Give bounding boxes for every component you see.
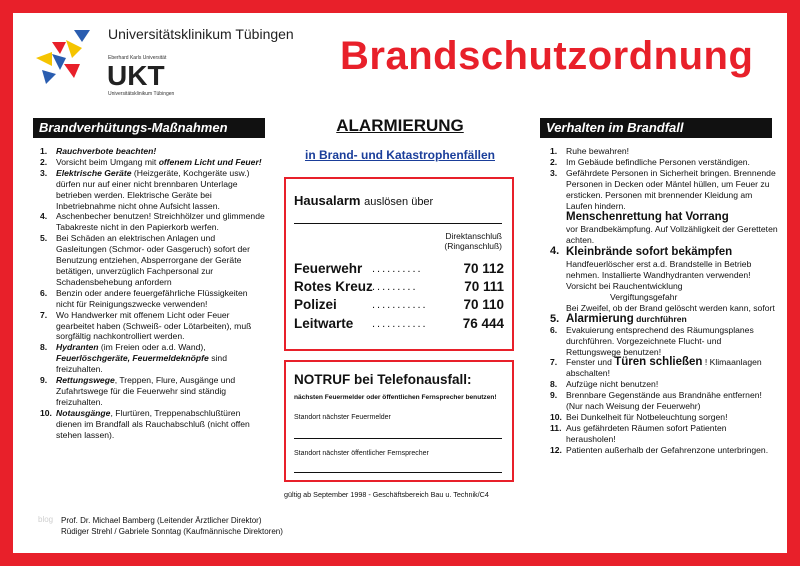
- list-item: 9. Rettungswege, Treppen, Flure, Ausgänge und Zufahrtswege für die Feuerwehr sind ständig freizuhalten.: [40, 375, 236, 407]
- list-item: 3. Elektrische Geräte (Heizgeräte, Kochgeräte usw.) dürfen nur auf einer nicht brennbaren Unterlage betrieben werden. Elektrische Geräte bei Inbetriebnahme nicht ohne Aufsicht lassen.: [40, 167, 250, 211]
- list-item: 1. Rauchverbote beachten!: [40, 146, 157, 156]
- list-item: Bei Zweifel, ob der Brand gelöscht werden kann, sofort: [566, 302, 775, 313]
- notruf-title: NOTRUF bei Telefonausfall:: [294, 372, 472, 387]
- hausalarm-box: [284, 177, 514, 351]
- fill-line: [294, 438, 502, 439]
- institution-name: Universitätsklinikum Tübingen: [108, 26, 294, 42]
- list-item: 8. Hydranten (im Freien oder a.d. Wand), Feuerlöschgeräte, Feuermeldeknöpfe sind freizuhalten.: [40, 342, 227, 375]
- prevention-list: [40, 146, 266, 440]
- alarm-title: ALARMIERUNG: [336, 116, 464, 135]
- ukt-logo-icon: [22, 18, 102, 98]
- divider: [294, 223, 502, 224]
- left-heading: Brandverhütungs-Maßnahmen: [33, 118, 265, 138]
- phone-row: Polizei ........... 70 110: [294, 297, 504, 312]
- list-item: 4. Aschenbecher benutzen! Streichhölzer und glimmende Tabakreste nicht in den Papierkorb werfen.: [40, 211, 265, 233]
- notruf-box: [284, 360, 514, 482]
- signatories: Prof. Dr. Michael Bamberg (Leitender Ärztlicher Direktor) Rüdiger Strehl / Gabriele Sonntag (Kaufmännische Direktoren): [61, 516, 283, 536]
- list-item: 8. Aufzüge nicht benutzen!: [550, 379, 659, 390]
- list-item: Vergiftungsgefahr: [610, 291, 678, 302]
- validity-note: gültig ab September 1998 - Geschäftsbereich Bau u. Technik/C4: [284, 490, 489, 499]
- list-item: 3. Gefährdete Personen in Sicherheit bringen. Brennende Personen in Decken oder Mäntel hüllen, um Feuer zu ersticken. Personen mit brennender Kleidung am Laufen hindern.: [550, 167, 776, 211]
- list-item: Menschenrettung hat Vorrang vor Brandbekämpfung. Auf Vollzähligkeit der Geretteten achten.: [566, 211, 778, 246]
- list-item: 7. Fenster und Türen schließen ! Klimaanlagen abschalten!: [550, 356, 762, 379]
- list-item: 10. Bei Dunkelheit für Notbeleuchtung sorgen!: [550, 411, 728, 422]
- list-item: 5. Alarmierung durchführen: [550, 312, 687, 325]
- field-label: Standort nächster öffentlicher Fernsprecher: [294, 450, 429, 457]
- logo-university: Eberhard Karls Universität: [108, 55, 167, 61]
- logo-text: UKT: [107, 60, 165, 91]
- list-item: 2. Vorsicht beim Umgang mit offenem Licht und Feuer!: [40, 156, 262, 167]
- direct-line-note: Direktanschluß (Ringanschluß): [444, 231, 502, 251]
- logo-subtitle: Universitätsklinikum Tübingen: [108, 91, 175, 97]
- list-item: 7. Wo Handwerker mit offenem Licht oder Feuer gearbeitet haben (Schweiß- oder Lötarbeiten), muß sorgfältig nachkontrolliert werden.: [40, 309, 252, 342]
- list-item: 9. Brennbare Gegenstände aus Brandnähe entfernen! (Nur nach Weisung der Feuerwehr): [550, 390, 762, 412]
- hausalarm-label: Hausalarm auslösen über: [294, 193, 434, 208]
- list-item: 10. Notausgänge, Flurtüren, Treppenabschlußtüren dienen im Brandfall als Rauchabschluß (nicht offen stehen lassen).: [40, 407, 250, 440]
- fill-line: [294, 472, 502, 473]
- watermark: blog: [38, 515, 54, 524]
- list-item: 4. Kleinbrände sofort bekämpfen Handfeuerlöscher erst a.d. Brandstelle in Betrieb nehmen. Installierte Wandhydranten verwenden! Vorsicht bei Rauchentwicklung: [550, 245, 752, 292]
- list-item: 6. Benzin oder andere feuergefährliche Flüssigkeiten nicht für Reinigungszwecke verwenden!: [40, 287, 248, 309]
- fire-behavior-list: [550, 146, 778, 456]
- notruf-subtitle: nächsten Feuermelder oder öffentlichen Fernsprecher benutzen!: [294, 394, 497, 401]
- phone-row: Rotes Kreuz ......... 70 111: [294, 279, 504, 294]
- list-item: 6. Evakuierung entsprechend des Räumungsplanes durchführen. Vorgezeichnete Flucht- und Rettungswege benutzen!: [550, 324, 754, 357]
- right-heading: Verhalten im Brandfall: [540, 118, 772, 138]
- list-item: 11. Aus gefährdeten Räumen sofort Patienten herausholen!: [550, 422, 727, 444]
- alarm-subtitle: in Brand- und Katastrophenfällen: [304, 148, 495, 162]
- page-title: Brandschutzordnung: [340, 34, 754, 78]
- list-item: 12. Patienten außerhalb der Gefahrenzone unterbringen.: [550, 444, 769, 455]
- list-item: 2. Im Gebäude befindliche Personen verständigen.: [550, 156, 750, 167]
- field-label: Standort nächster Feuermelder: [294, 414, 391, 421]
- list-item: 5. Bei Schäden an elektrischen Anlagen und Gasleitungen (Schmor- oder Gasgeruch) sofort der Benutzung entziehen, Absperrorgane der Geräte betätigen, unverzüglich Fachpersonal zur Schadensbehebung anfordern: [40, 233, 250, 287]
- phone-row: Feuerwehr .......... 70 112: [294, 261, 504, 276]
- list-item: 1. Ruhe bewahren!: [550, 146, 630, 156]
- phone-row: Leitwarte ........... 76 444: [294, 316, 504, 331]
